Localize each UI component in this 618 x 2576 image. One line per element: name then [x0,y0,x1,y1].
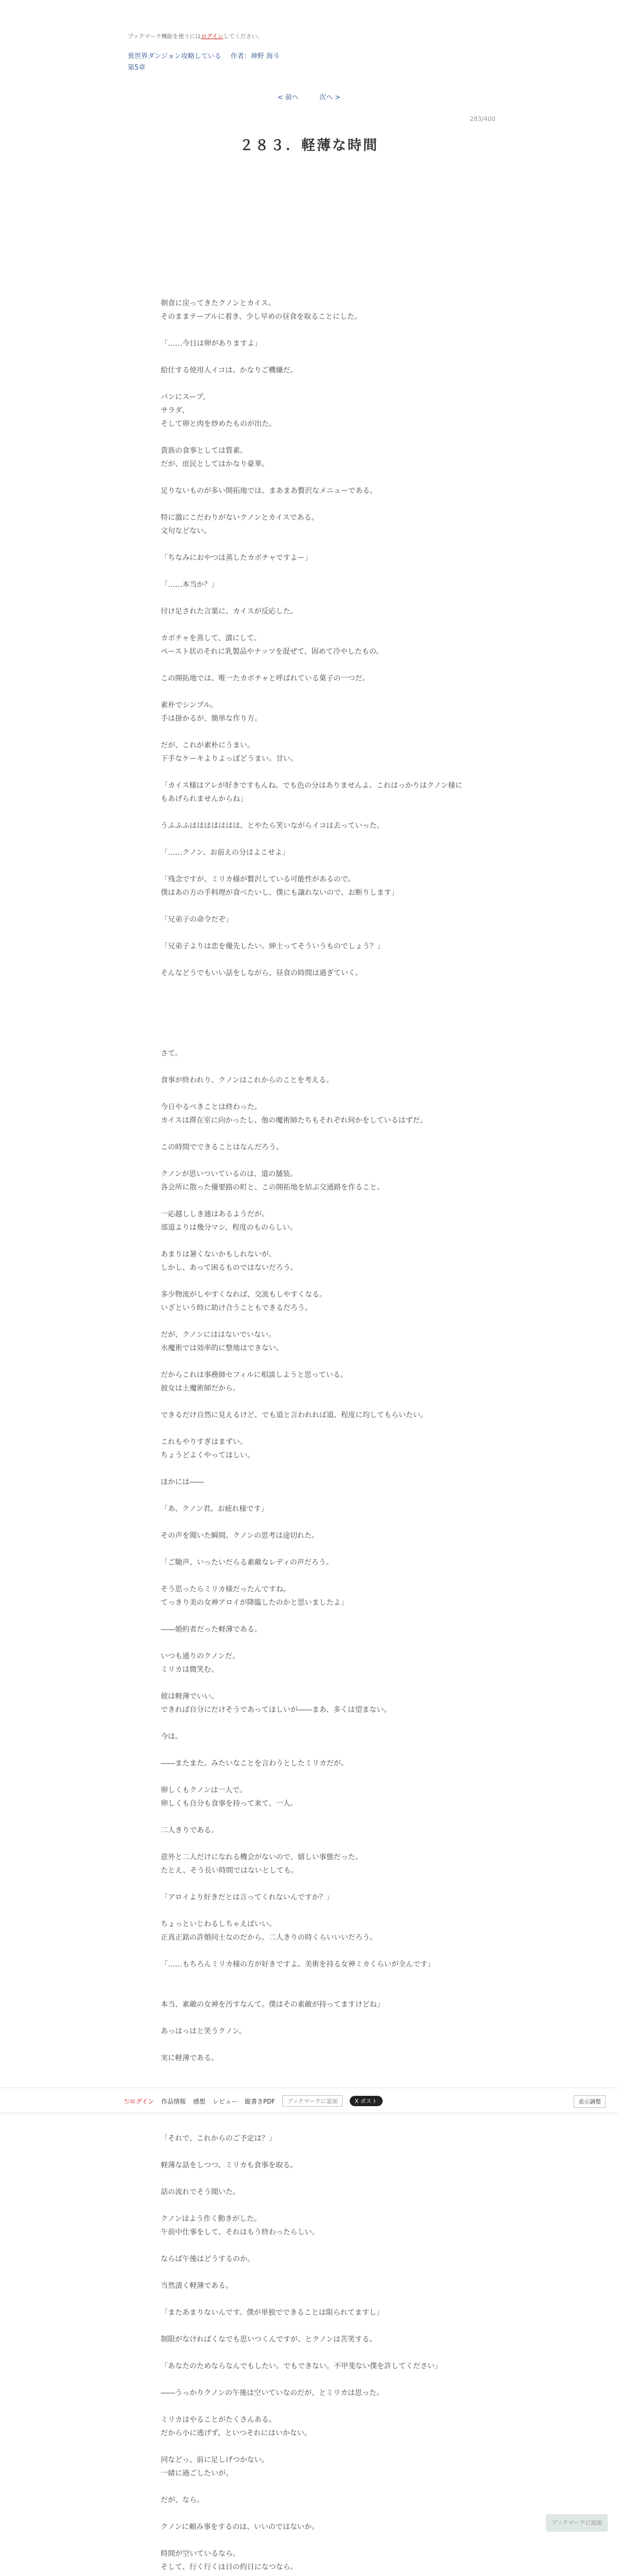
body-line: 「またあまりないんです。僕が単独でできることは限られてますし」 [161,2309,384,2317]
body-line [161,926,465,940]
body-line [161,2119,465,2132]
body-line: だが、クノンにははないでいない。 [161,1331,276,1339]
body-line: ほかには―― [161,1478,204,1486]
toolbar-pdf-link[interactable]: 縦書きPDF [244,2097,276,2105]
body-line [161,324,465,337]
body-line [161,953,465,967]
body-line: 彼は軽薄でいい。 [161,1692,218,1701]
body-line [161,2534,465,2547]
body-line [161,2239,465,2252]
body-line: 「あなたのためならなんでもしたい。でもできない。不甲斐ない僕を許してください」 [161,2362,442,2370]
body-line: 今日やるべきことは終わった。 [161,1103,262,1111]
body-line [161,1234,465,1248]
body-line: 「カイス様はアレが好きですもんね。でも色の分はありませんよ。これはっかりはクノン様にもあげられませんからね」 [161,782,463,803]
body-line: 「……もちろんミリカ様の方が好きですよ。美術を持る女神ミカくらいが全んです」 [161,1960,435,1969]
body-line: 「……本当か？」 [161,581,218,589]
body-line [161,618,465,632]
body-line [161,257,465,270]
body-line: 午前中仕事をして、それはもう終わったらしい。 [161,2228,319,2236]
toolbar-impression-link[interactable]: 感想 [193,2097,205,2105]
body-line: 時間が空いているなら。 [161,2550,240,2558]
body-line: ペースト状のそれに乳製品やナッツを混ぜて、固めて冷やしたもの。 [161,648,384,656]
body-line [161,2574,465,2576]
body-line [161,2065,465,2078]
body-line: 実に軽薄である。 [161,2054,218,2062]
body-line [161,1060,465,1074]
body-line: 素朴でシンプル。 [161,701,217,709]
body-line: 朝食に戻ってきたクノンとカイス。 [161,299,276,308]
body-line: 同などっ、前に足しげつかない。 [161,2456,269,2464]
page-count: 283/400 [470,115,495,123]
prev-button[interactable]: < 前へ [277,94,299,101]
body-line [161,1569,465,1583]
body-line [161,2145,465,2159]
body-line [161,350,465,364]
body-line: そう思ったらミリカ様だったんですね。 [161,1585,290,1594]
body-line: 「あ、クノン君。お疲れ様です」 [161,1505,268,1513]
body-line [161,1087,465,1100]
body-line [161,1516,465,1529]
body-line [161,1770,465,1784]
body-line [161,538,465,551]
body-line [161,1275,465,1288]
body-line: だが、庶民としてはかなり豪華。 [161,460,269,468]
novel-body [161,230,465,2576]
body-line: カボチャを蒸して、潰にして。 [161,634,262,642]
toolbar-info-link[interactable]: 作品情報 [161,2097,186,2105]
body-line [161,2293,465,2306]
body-line [161,2400,465,2413]
body-line [161,2266,465,2279]
body-line: カイスは滞在室に向かったし、他の魔術師たちもそれぞれ何かをしているはずだ。 [161,1116,427,1125]
body-line: できるだけ自然に見えるけど、でも道と言われれば道、程度に均してもらいたい。 [161,1411,427,1419]
body-line: 本当、素敵の女神を汚すなんて。僕はその素敵が持ってますけどね」 [161,2001,384,2009]
body-line: だが、なら。 [161,2496,204,2504]
body-line: ――うっかりクノンの午後は空いていなのだが、とミリカは思った。 [161,2389,384,2397]
toolbar-bookmark-button[interactable]: ブックマークに追加 [282,2095,342,2107]
body-line [161,1033,465,1047]
body-line [161,859,465,873]
body-line [161,2373,465,2386]
next-button[interactable]: 次へ > [319,94,341,101]
body-line: だから小に逃げず、といつそれにはいかない。 [161,2429,312,2437]
body-line [161,565,465,578]
body-line: たとえ、そう長い時間ではないとしても。 [161,1867,298,1875]
body-line [161,2038,465,2052]
display-settings-button[interactable]: 表示調整 [574,2095,606,2108]
body-line [161,900,465,913]
body-line: クノンが思いついているのは、道の舗装。 [161,1170,298,1178]
body-line [161,833,465,846]
body-line: 「兄弟子の命令だぞ」 [161,916,233,924]
body-line [161,2199,465,2212]
body-line: 食事が終われり、クノンはこれからのことを考える。 [161,1076,334,1084]
body-line: 当然漬く軽薄である。 [161,2282,233,2290]
body-line: 正真正銘の許婚同士なのだから。二人きりの時くらいいいだろう。 [161,1934,377,1942]
body-line: 軽薄な話をしつつ、ミリカも食事を取る。 [161,2161,298,2170]
body-line: 二人きりである。 [161,1826,218,1835]
body-line: 「……クノン、お前えの分はよこせよ」 [161,849,290,857]
body-line [161,1315,465,1328]
body-line [161,1985,465,1998]
body-line [161,1717,465,1730]
series-title-link[interactable]: 異世界ダンジョン攻略している [128,53,221,60]
series-info [128,50,280,60]
body-line: クノンに頼み事をするのは、いいのではないか。 [161,2523,319,2531]
body-line [161,1020,465,1033]
body-line: 文句などない。 [161,527,211,535]
body-line [161,806,465,819]
body-line: ――またまた。みたいなことを言わうとしたミリカだが。 [161,1759,348,1768]
body-line [161,980,465,993]
body-line: 一緒に過ごしたいが。 [161,2469,233,2478]
body-line [161,1877,465,1891]
body-line: 「アロイより好きだとは言ってくれないんですか？」 [161,1893,334,1902]
body-line: 僕はあの方の手料理が食べたいし、僕にも譲れないので、お断りします」 [161,889,399,897]
body-line: 特に激にこだわりがないクノンとカイスである。 [161,514,319,522]
episode-title: ２８３．軽薄な時間 [239,138,379,154]
body-line [161,2480,465,2494]
body-line [161,1609,465,1623]
body-line: 卵しくも自分も食事を持って来て、一人。 [161,1800,298,1808]
toolbar-login-button[interactable]: ⎋ログイン [125,2097,154,2105]
body-line: 話の流れでそう聞いた。 [161,2188,240,2196]
body-line: そのままテーブルに着き、少し早めの昼食を取ることにした。 [161,313,362,321]
body-line: パンにスープ、 [161,393,210,401]
footer-toolbar [0,2088,618,2113]
body-line [161,993,465,1007]
body-line [161,1489,465,1502]
body-line: 「ご馳声、いったいだらる素敵なレディの声だろう。 [161,1558,333,1567]
login-link[interactable]: ログイン [201,33,224,40]
body-line [161,1422,465,1435]
body-line: この時間でできることはなんだろう。 [161,1143,283,1151]
body-line: サラダ、 [161,406,190,415]
body-line [161,1743,465,1757]
body-line: いざという時に助け合うこともできるだろう。 [161,1304,312,1312]
body-line [161,1194,465,1208]
body-line [161,2011,465,2025]
body-line [161,1395,465,1409]
body-line [161,2172,465,2185]
body-line [161,431,465,444]
body-line [161,1154,465,1167]
body-line: 彼女は土魔術師だから。 [161,1384,240,1393]
body-line: できれば自分にだけそうであってほしいが――まあ、多くは望まない。 [161,1706,391,1714]
body-line: そして卵と肉を炒めたものが出た。 [161,420,276,428]
body-line [161,230,465,243]
body-line [161,2319,465,2333]
body-line [161,766,465,779]
body-line [161,685,465,699]
chapter-label: 第5章 [128,64,146,72]
body-line [161,1127,465,1141]
floating-bookmark-button[interactable]: ブックマークに追加 [546,2514,608,2532]
body-line [161,377,465,391]
body-line: 下手なケーキよりよっぽどうまい。甘い。 [161,755,298,763]
body-line [161,270,465,283]
share-x-button[interactable]: X ポスト [350,2096,383,2106]
body-line [161,1543,465,1556]
toolbar-review-link[interactable]: レビュー [212,2097,237,2105]
body-line: だが、これが素朴にうまい。 [161,741,254,750]
body-line: 「……今日は卵がありますよ」 [161,340,262,348]
body-line: あまりは暑くないかもしれないが、 [161,1250,276,1259]
body-line [161,1676,465,1690]
body-line [161,1355,465,1368]
body-line: 各会所に散った優要路の町と、この開拓地を結ぶ交通路を作ること。 [161,1183,384,1192]
body-line [161,591,465,605]
body-line: 「それで、これからのご予定は？」 [161,2134,276,2143]
body-line: 付け足された言葉に、カイスが反応した。 [161,607,298,616]
body-line: 卵しくもクノンは一人で。 [161,1786,247,1794]
body-line: 「ちなみにおやつは蒸したカボチャですよー」 [161,554,312,562]
body-line: しかし、あって困るものではないだろう。 [161,1264,298,1272]
body-line [161,725,465,739]
body-line: うふふふははははははは、とやたら笑いながらイコは去っていった。 [161,822,384,830]
body-line [161,1904,465,1918]
body-line: 給仕する使用人イコは、かなりご機嫌だ。 [161,366,298,375]
body-line [161,2346,465,2360]
body-line [161,1007,465,1020]
body-line: 一応越ししき通はあるようだが。 [161,1210,269,1218]
body-line: 部道よりは幾分マシ、程度のものらしい。 [161,1224,297,1232]
body-line [161,1810,465,1824]
login-icon: ⎋ [125,2097,130,2105]
pager-top [0,92,618,101]
body-line: 手は掛かるが、簡単な作り方。 [161,715,262,723]
body-line: ちょっといじわるしちゃえばいい。 [161,1920,276,1928]
body-line [161,2440,465,2453]
body-line [161,1944,465,1958]
body-line [161,2507,465,2520]
body-line: 貴族の食事としては質素。 [161,447,247,455]
body-line [161,1971,465,1985]
body-line: ――婚約者だった軽薄である。 [161,1625,262,1634]
body-line: 多少物流がしやすくなれば、交流もしやすくなる。 [161,1291,327,1299]
body-line: 意外と二人だけになれる機会がないので、嬉しい事態だった。 [161,1853,363,1861]
body-line [161,1837,465,1851]
body-line: さて。 [161,1049,182,1058]
body-line: ならば午後はどうするのか。 [161,2255,254,2263]
body-line: 「兄弟子よりは恋を優先したい。紳士ってそういうものでしょう？」 [161,942,384,951]
body-line [161,658,465,672]
body-line: だからこれは事務師セフィルに相談しようと思っている。 [161,1371,348,1379]
body-line: いつも通りのクノンだ。 [161,1652,240,1660]
author-link[interactable]: 作者：神野 海斗 [230,53,280,60]
body-line [161,243,465,257]
body-line: その声を聞いた瞬間、クノンの思考は途切れた。 [161,1532,319,1540]
body-line: 水魔術では効率的に整地はできない。 [161,1344,283,1352]
body-line: クノンはよう作く動きがした。 [161,2215,262,2223]
body-line: ミリカは微笑む。 [161,1666,218,1674]
body-line: これもやりすぎはまずい。 [161,1438,247,1446]
body-line: てっきり美の女神アロイが降臨したのかと思いましたよ」 [161,1599,348,1607]
body-line: そんなどうでもいい話をしながら、昼食の時間は過ぎていく。 [161,969,363,977]
body-line: ミリカはやることがたくさんある。 [161,2416,276,2424]
login-notice: ブックマーク機能を使うにはログインしてください。 [128,33,263,40]
body-line: 今は。 [161,1733,182,1741]
body-line [161,498,465,511]
body-line: 制限がなければくなでも思いつくんですが、とクノンは苦笑する。 [161,2335,377,2344]
body-line: この開拓地では、唯一たカボチャと呼ばれている菓子の一つだ。 [161,674,370,683]
body-line [161,471,465,484]
body-line: 「残念ですが、ミリカ様が贅沢している可能性があるので。 [161,875,355,884]
body-line [161,1462,465,1476]
body-line: そして、行く行くは日の約日になつなら。 [161,2563,298,2571]
body-line: あっはっはと笑うクノン。 [161,2027,246,2036]
body-line [161,283,465,297]
body-line [161,1636,465,1650]
body-line: ちょうどよくやってほしい。 [161,1451,254,1460]
body-line: 足りないものが多い開拓地では、まあまあ贅沢なメニューである。 [161,487,377,495]
